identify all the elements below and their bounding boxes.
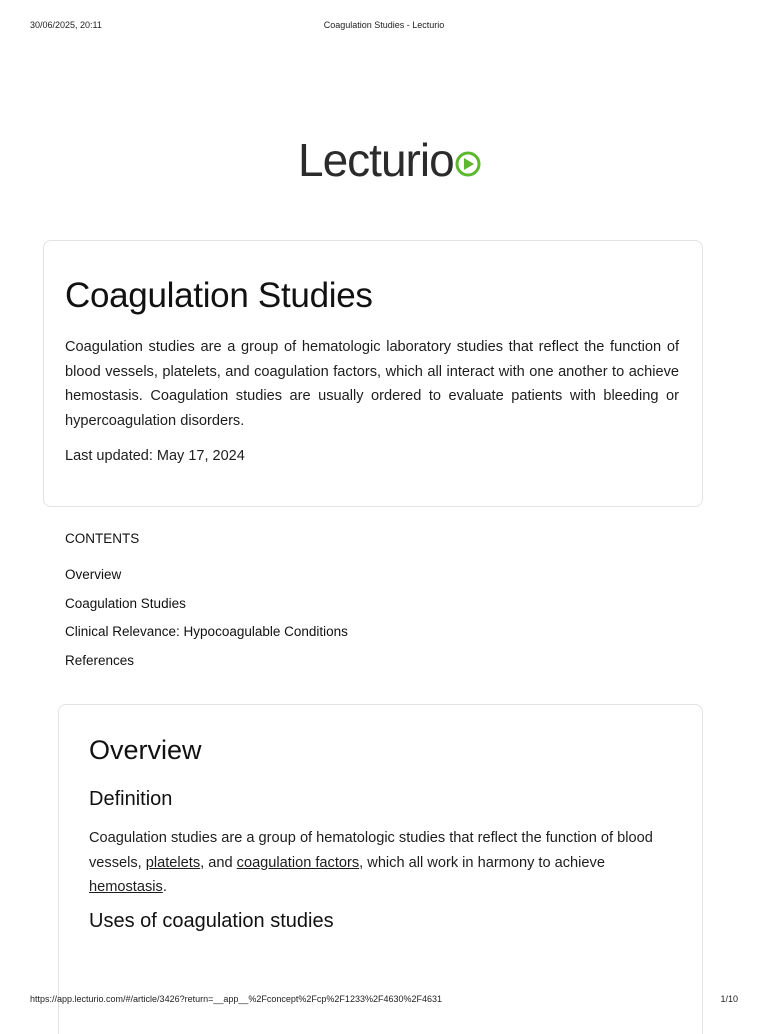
definition-heading: Definition [89,788,173,810]
intro-description: Coagulation studies are a group of hematologic laboratory studies that reflect the function of blood vessels, platelets, and coagulation factors, which all interact with one another to achieve hemostasis. Coagulation studies are usually ordered to evaluate patients with bleeding or hypercoagulation disorders. [65,339,679,429]
definition-text-suffix: . [162,879,167,895]
toc-item-references [65,653,348,682]
hemostasis-link[interactable]: hemostasis [89,879,163,895]
definition-text-mid2: , which all work in harmony to achieve [359,854,605,871]
toc-link-overview[interactable]: Overview [65,567,122,582]
print-url: https://app.lecturio.com/#/article/3426?return=__app__%2Fconcept%2Fcp%2F1233%2F4630%2F4631 [30,994,443,1004]
definition-text-prefix: Coagulation studies are a group of hematologic studies that reflect the function of blood vessels, [89,830,653,871]
contents-heading: CONTENTS [65,531,140,546]
lecturio-wordmark: Lecturio [298,134,454,184]
uses-heading: Uses of coagulation studies [89,910,334,932]
table-of-contents [65,567,348,681]
toc-link-references[interactable]: References [65,652,135,668]
toc-link-clinical-relevance[interactable]: Clinical Relevance: Hypocoagulable Conditions [65,624,348,639]
page-title: Coagulation Studies [65,276,373,315]
overview-heading: Overview [89,735,202,765]
toc-item-clinical-relevance [65,624,348,653]
print-footer [0,994,768,1006]
definition-text [89,826,679,900]
toc-link-coagulation-studies[interactable]: Coagulation Studies [65,595,186,611]
print-page-title: Coagulation Studies - Lecturio [323,20,445,30]
toc-item-overview [65,567,348,596]
print-datetime: 30/06/2025, 20:11 [30,20,102,30]
print-header [0,20,768,32]
lecturio-logo-graphic [298,132,488,184]
last-updated: Last updated: May 17, 2024 [65,448,245,464]
coagulation-factors-link[interactable]: coagulation factors [236,854,360,871]
lecturio-logo[interactable] [298,132,488,184]
print-page-number: 1/10 [720,994,738,1004]
definition-text-mid: , and [200,854,237,871]
platelets-link[interactable]: platelets [145,854,201,871]
toc-item-coagulation-studies [65,596,348,625]
